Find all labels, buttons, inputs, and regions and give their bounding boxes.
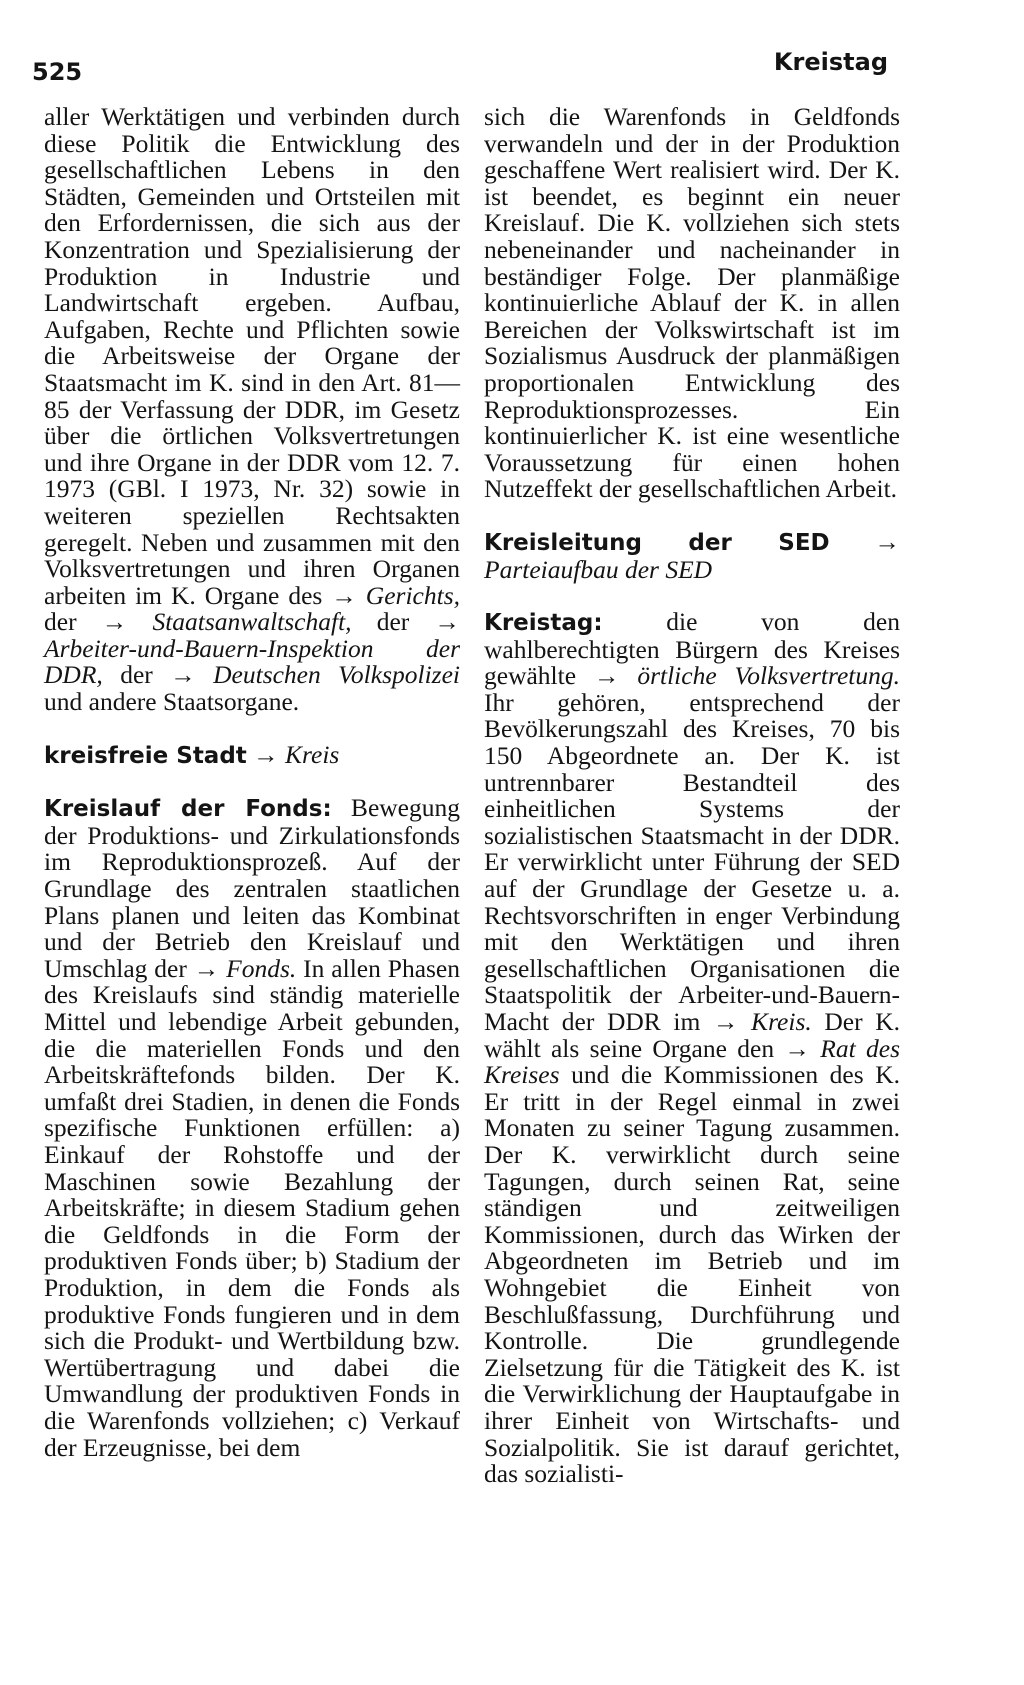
entry-kreisleitung-der-sed	[484, 526, 901, 584]
inline-text: der	[102, 660, 171, 690]
cross-ref-rat-des-kreises[interactable]: → Rat des Kreises	[484, 1033, 901, 1090]
cross-ref-volkspolizei[interactable]: → Deutschen Volkspolizei	[170, 660, 460, 690]
entry-kreislauf-der-fonds	[44, 795, 460, 1461]
entry-text: die von den wahlberechtigten Bürgern des Kreises gewählte	[484, 607, 900, 691]
cross-ref-gerichts[interactable]: → Gerichts,	[331, 580, 460, 610]
running-head: Kreistag	[773, 48, 888, 76]
headword-kreislauf-der-fonds: Kreislauf der Fonds:	[44, 796, 332, 823]
headword-kreisleitung-der-sed: Kreisleitung der SED	[484, 529, 830, 556]
kreis-entry-continuation	[44, 104, 460, 716]
headword-kreisfreie-stadt: kreisfreie Stadt	[44, 742, 247, 769]
left-column	[44, 104, 460, 1461]
cross-ref-kreis[interactable]: → Kreis.	[712, 1007, 812, 1036]
entry-kreisfreie-stadt	[44, 739, 460, 770]
inline-text: der	[44, 607, 102, 637]
cross-ref-kreis[interactable]: → Kreis	[253, 739, 340, 769]
cross-ref-staatsanwaltschaft[interactable]: → Staatsanwaltschaft,	[101, 607, 352, 637]
right-column	[484, 104, 900, 1488]
kreislauf-entry-continuation	[484, 104, 900, 503]
entry-text: Bewegung der Produktions- und Zirkulationsfonds im Reproduktionsprozeß. Auf der Grundlage des zentralen staatlichen Plans planen und leiten das Kombinat und der Betrieb den Kreislauf und Umschlag der	[44, 793, 460, 983]
cross-ref-fonds[interactable]: → Fonds.	[193, 953, 297, 983]
entry-text: Ihr gehören, entsprechend der Bevölkerungszahl des Kreises, 70 bis 150 Abgeordnete an. Der K. ist untrennbarer Bestandteil des einheitlichen Systems der sozialistischen Staatsmacht in der DDR. Er verwirklicht unter Führung der SED auf der Grundlage der Gesetze u. a. Rechtsvorschriften in enger Verbindung mit den Werktätigen und ihren gesellschaftlichen Organisationen die Staatspolitik der Arbeiter-und-Bauern-Macht der DDR im	[484, 687, 900, 1036]
page-number: 525	[32, 58, 83, 86]
entry-text: Der K. wählt als seine Organe den	[484, 1007, 901, 1063]
cross-ref-arbeiter-und-bauern-inspektion[interactable]: → Arbeiter-und-Bauern-Inspektion der DDR,	[44, 607, 460, 690]
entry-text: In allen Phasen des Kreislaufs sind ständig materielle Mittel und lebendige Arbeit gebunden, die die materiellen Fonds und den Arbeitskräftefonds bilden. Der K. umfaßt drei Stadien, in denen die Fonds spezifische Funktionen erfüllen: a) Einkauf der Rohstoffe und der Maschinen sowie Bezahlung der Arbeitskräfte; in diesem Stadium gehen die Geldfonds in die Form der produktiven Fonds über; b) Stadium der Produktion, in dem die Fonds als produktive Fonds fungieren und in dem sich die Produkt- und Wertbildung bzw. Wertübertragung und dabei die Umwandlung der produktiven Fonds in die Warenfonds vollziehen; c) Verkauf der Erzeugnisse, bei dem	[44, 953, 461, 1462]
cross-ref-parteiaufbau[interactable]: → Parteiaufbau der SED	[484, 526, 901, 584]
cross-ref-oertliche-volksvertretung[interactable]: → örtliche Volksvertretung.	[593, 661, 900, 691]
inline-text: der	[351, 607, 435, 637]
entry-kreistag	[484, 609, 900, 1488]
continuation-text: aller Werktätigen und verbinden durch diese Politik die Entwicklung des gesellschaftlichen Lebens in den Städten, Gemeinden und Ortsteilen mit den Erfordernissen, die sich aus der Konzentration und Spezialisierung der Produktion in Industrie und Landwirtschaft ergeben. Aufbau, Aufgaben, Rechte und Pflichten sowie die Arbeitsweise der Organe der Staatsmacht im K. sind in den Art. 81—85 der Verfassung der DDR, im Gesetz über die örtlichen Volksvertretungen und ihre Organe in der DDR vom 12. 7. 1973 (GBl. I 1973, Nr. 32) sowie in weiteren speziellen Rechtsakten geregelt. Neben und zusammen mit den Volksvertretungen und ihren Organen arbeiten im K. Organe des	[44, 102, 460, 610]
headword-kreistag: Kreistag:	[484, 610, 603, 637]
entry-text: sich die Warenfonds in Geldfonds verwandeln und der in der Produktion geschaffene Wert realisiert wird. Der K. ist beendet, es beginnt ein neuer Kreislauf. Die K. vollziehen sich stets nebeneinander und nacheinander in beständiger Folge. Der planmäßige kontinuierliche Ablauf der K. in allen Bereichen der Volkswirtschaft ist im Sozialismus Ausdruck der planmäßigen proportionalen Entwicklung des Reproduktionsprozesses. Ein kontinuierlicher K. ist eine wesentliche Voraussetzung für einen hohen Nutzeffekt der gesellschaftlichen Arbeit.	[484, 102, 900, 504]
entry-text: und die Kommissionen des K. Er tritt in der Regel einmal in zwei Monaten zu seiner Tagung zusammen. Der K. verwirklicht durch seine Tagungen, durch seinen Rat, seine ständigen und zeitweiligen Kommissionen, durch das Wirken der Abgeordneten im Betrieb und im Wohngebiet die Einheit von Beschlußfassung, Durchführung und Kontrolle. Die grundlegende Zielsetzung für die Tätigkeit des K. ist die Verwirklichung der Hauptaufgabe in ihrer Einheit von Wirtschafts- und Sozialpolitik. Sie ist darauf gerichtet, das sozialisti-	[484, 1060, 900, 1489]
inline-text: und andere Staatsorgane.	[44, 687, 300, 717]
